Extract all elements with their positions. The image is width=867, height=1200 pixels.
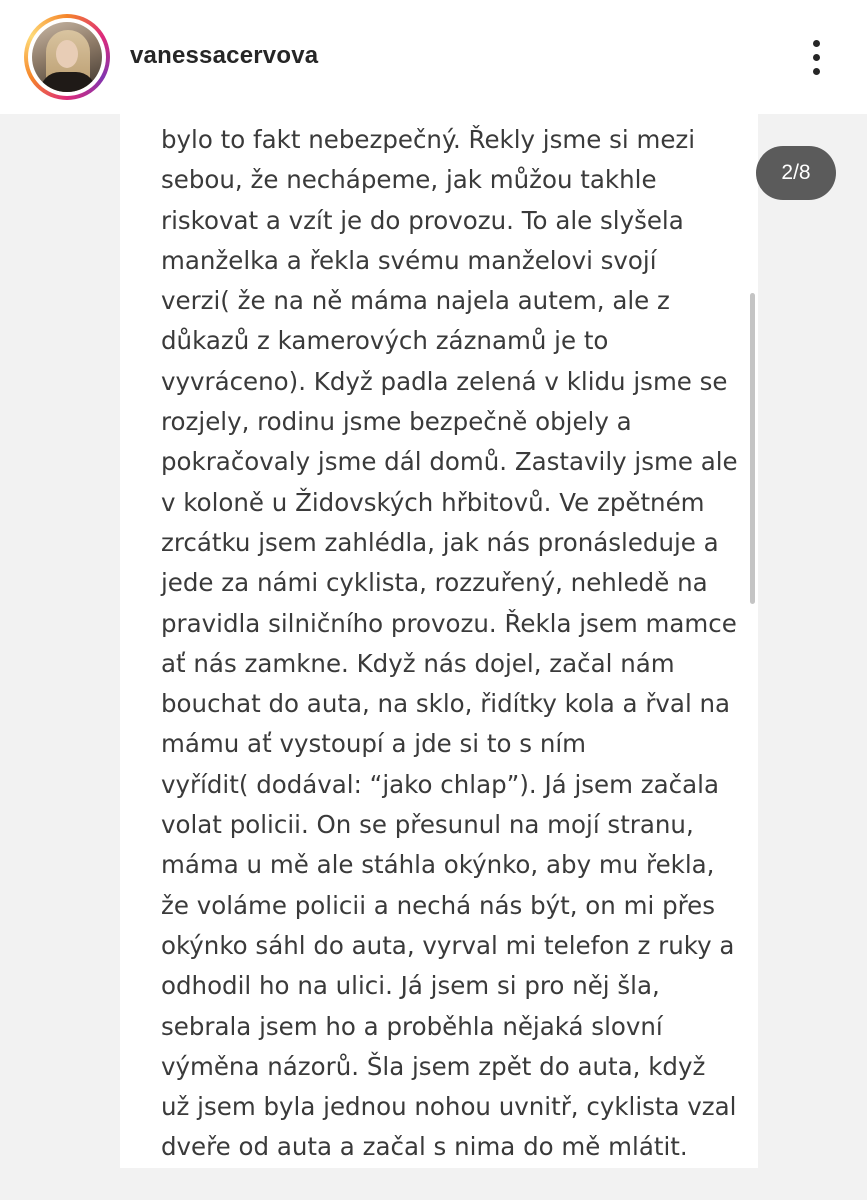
text-line: verzi( že na ně máma najela autem, ale z [161,286,670,316]
text-line: důkazů z kamerových záznamů je to [161,326,609,356]
text-line: dveře od auta a začal s nima do mě mlátit. [161,1132,688,1162]
text-line: pokračovaly jsme dál domů. Zastavily jsme ale [161,447,738,477]
username[interactable]: vanessacervova [130,42,319,69]
avatar-face [56,40,78,68]
text-line: sebou, že nechápeme, jak můžou takhle [161,165,657,195]
more-vertical-icon[interactable] [806,38,828,78]
profile-avatar[interactable] [24,14,110,100]
post-image[interactable] [120,114,758,1168]
scrollbar[interactable] [750,293,755,604]
dot [813,68,820,75]
text-line: vyřídit( dodával: “jako chlap”). Já jsem začala [161,769,719,799]
text-line: bylo to fakt nebezpečný. Řekly jsme si mezi [161,125,696,154]
text-line: ať nás zamkne. Když nás dojel, začal nám [161,648,675,678]
text-line: manželka a řekla svému manželovi svojí [161,245,657,275]
text-line: rozjely, rodinu jsme bezpečně objely a [161,407,632,437]
text-line: mámu ať vystoupí a jde si to s ním [161,729,587,759]
text-line: odhodil ho na ulici. Já jsem si pro něj šla, [161,971,660,1001]
carousel-counter: 2/8 [756,146,836,200]
text-line: v koloně u Židovských hřbitovů. Ve zpětném [161,487,705,517]
dot [813,40,820,47]
text-line: volat policii. On se přesunul na mojí stranu, [161,810,694,840]
avatar-photo [32,22,102,92]
text-line: jede za námi cyklista, rozzuřený, nehledě na [161,568,708,598]
post-text [161,120,751,1168]
text-line: že voláme policii a nechá nás být, on mi přes [161,890,716,920]
avatar-border [28,18,106,96]
text-line: vyvráceno). Když padla zelená v klidu jsme se [161,366,728,396]
text-line: okýnko sáhl do auta, vyrval mi telefon z ruky a [161,930,735,960]
text-line: pravidla silničního provozu. Řekla jsem mamce [161,608,737,638]
text-line: zrcátku jsem zahlédla, jak nás pronásleduje a [161,527,719,557]
text-line: sebrala jsem ho a proběhla nějaká slovní [161,1011,663,1041]
avatar-body [40,72,96,92]
text-line: máma u mě ale stáhla okýnko, aby mu řekla, [161,850,715,880]
post-header [0,0,867,114]
dot [813,54,820,61]
text-line: bouchat do auta, na sklo, řidítky kola a řval na [161,689,731,719]
text-line: už jsem byla jednou nohou uvnitř, cyklista vzal [161,1092,737,1122]
text-line: výměna názorů. Šla jsem zpět do auta, když [161,1051,706,1081]
text-line: riskovat a vzít je do provozu. To ale slyšela [161,205,684,235]
